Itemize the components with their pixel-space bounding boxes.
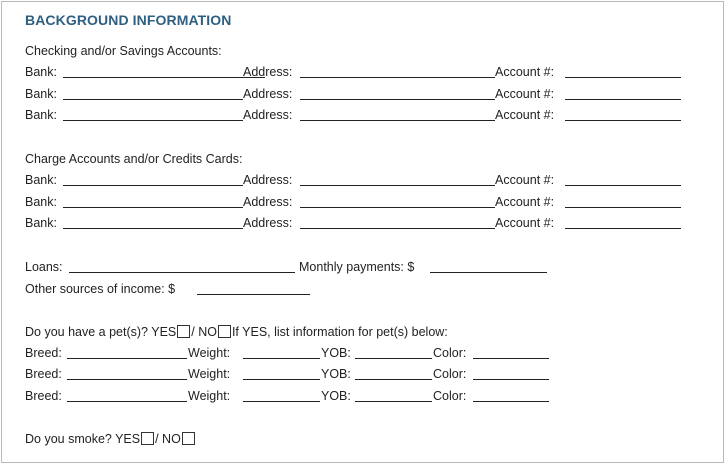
account-field[interactable] [565,185,681,186]
yob-field[interactable] [355,401,432,402]
charge-heading: Charge Accounts and/or Credits Cards: [25,152,243,166]
bank-field[interactable] [63,99,243,100]
section-title: BACKGROUND INFORMATION [25,12,232,28]
yob-field[interactable] [355,379,432,380]
color-field[interactable] [473,358,549,359]
address-field[interactable] [300,228,495,229]
address-field[interactable] [300,185,495,186]
bank-field[interactable] [63,77,265,78]
pets-yes-checkbox[interactable] [177,325,190,338]
account-field[interactable] [565,207,681,208]
account-field[interactable] [565,228,681,229]
breed-field[interactable] [67,358,187,359]
address-field[interactable] [300,77,495,78]
monthly-payments-field[interactable] [430,272,547,273]
smoke-question: Do you smoke? YES / NO [25,431,196,447]
bank-field[interactable] [63,185,243,186]
breed-field[interactable] [67,401,187,402]
account-field[interactable] [565,99,681,100]
bank-field[interactable] [63,207,243,208]
checking-heading: Checking and/or Savings Accounts: [25,44,222,58]
other-income-field[interactable] [197,294,310,295]
breed-field[interactable] [67,379,187,380]
yob-field[interactable] [355,358,432,359]
account-field[interactable] [565,120,681,121]
address-field[interactable] [300,99,495,100]
form-frame [1,1,724,463]
smoke-no-checkbox[interactable] [182,432,195,445]
pets-question: Do you have a pet(s)? YES / NO If YES, list information for pet(s) below: [25,325,448,339]
bank-field[interactable] [63,228,243,229]
color-field[interactable] [473,379,549,380]
color-field[interactable] [473,401,549,402]
loans-field[interactable] [69,272,295,273]
account-field[interactable] [565,77,681,78]
address-field[interactable] [300,120,495,121]
smoke-yes-checkbox[interactable] [141,432,154,445]
weight-field[interactable] [243,379,320,380]
pets-no-checkbox[interactable] [218,325,231,338]
bank-field[interactable] [63,120,243,121]
weight-field[interactable] [243,358,320,359]
weight-field[interactable] [243,401,320,402]
address-field[interactable] [300,207,495,208]
